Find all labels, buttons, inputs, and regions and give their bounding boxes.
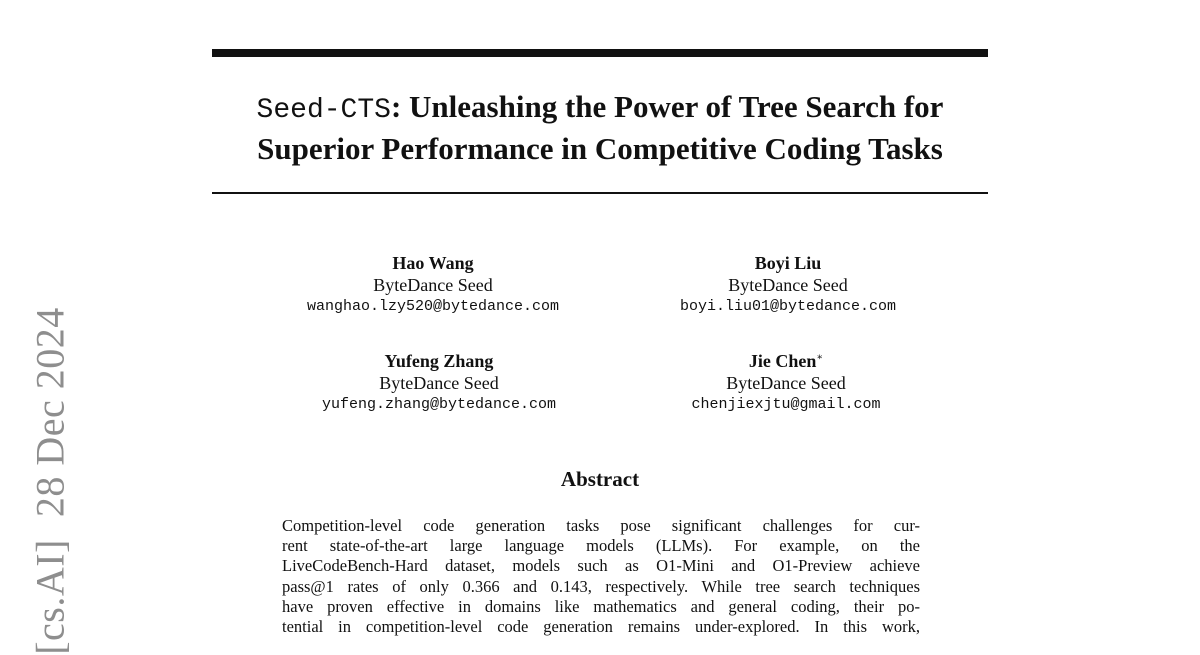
author-email[interactable]: wanghao.lzy520@bytedance.com	[306, 298, 560, 315]
title-bottom-rule	[212, 192, 988, 194]
paper-title	[212, 88, 988, 168]
abstract-heading: Abstract	[560, 467, 640, 491]
abstract-line: LiveCodeBench-Hard dataset, models such as O1-Mini and O1-Preview achieve	[282, 556, 920, 576]
abstract-line: Competition-level code generation tasks pose significant challenges for cur-	[282, 516, 920, 535]
arxiv-category: [cs.AI]	[27, 539, 73, 655]
author-email[interactable]: boyi.liu01@bytedance.com	[679, 298, 897, 315]
author-email[interactable]: yufeng.zhang@bytedance.com	[321, 396, 557, 413]
author-block	[243, 249, 623, 318]
author-name: Yufeng Zhang	[384, 351, 494, 371]
abstract-line: have proven effective in domains like mathematics and general coding, their po-	[282, 596, 920, 616]
author-block	[598, 249, 978, 318]
author-block	[249, 347, 629, 416]
author-name: Boyi Liu	[754, 253, 822, 273]
author-affiliation: ByteDance Seed	[373, 275, 493, 295]
title-line-1-rest: : Unleashing the Power of Tree Search for	[390, 89, 944, 124]
author-affiliation: ByteDance Seed	[728, 275, 848, 295]
footnote-mark: ∗	[816, 352, 824, 363]
arxiv-date: 28 Dec 2024	[27, 307, 73, 518]
author-email[interactable]: chenjiexjtu@gmail.com	[691, 396, 881, 413]
author-affiliation: ByteDance Seed	[379, 373, 499, 393]
arxiv-side-stamp	[27, 307, 74, 655]
abstract-line: rent state-of-the-art large language models (LLMs). For example, on the	[282, 536, 920, 556]
author-affiliation: ByteDance Seed	[726, 373, 846, 393]
title-top-rule	[212, 49, 988, 57]
author-name: Hao Wang	[392, 253, 474, 273]
abstract-body	[282, 516, 920, 637]
author-block	[596, 347, 976, 416]
title-line-1	[212, 88, 988, 130]
abstract-line: pass@1 rates of only 0.366 and 0.143, respectively. While tree search techniques	[282, 576, 920, 596]
abstract-line: tential in competition-level code generation remains under-explored. In this work,	[282, 617, 920, 637]
title-line-2: Superior Performance in Competitive Coding Tasks	[257, 131, 943, 166]
system-name: Seed-CTS	[256, 95, 391, 126]
author-name: Jie Chen∗	[748, 351, 824, 371]
